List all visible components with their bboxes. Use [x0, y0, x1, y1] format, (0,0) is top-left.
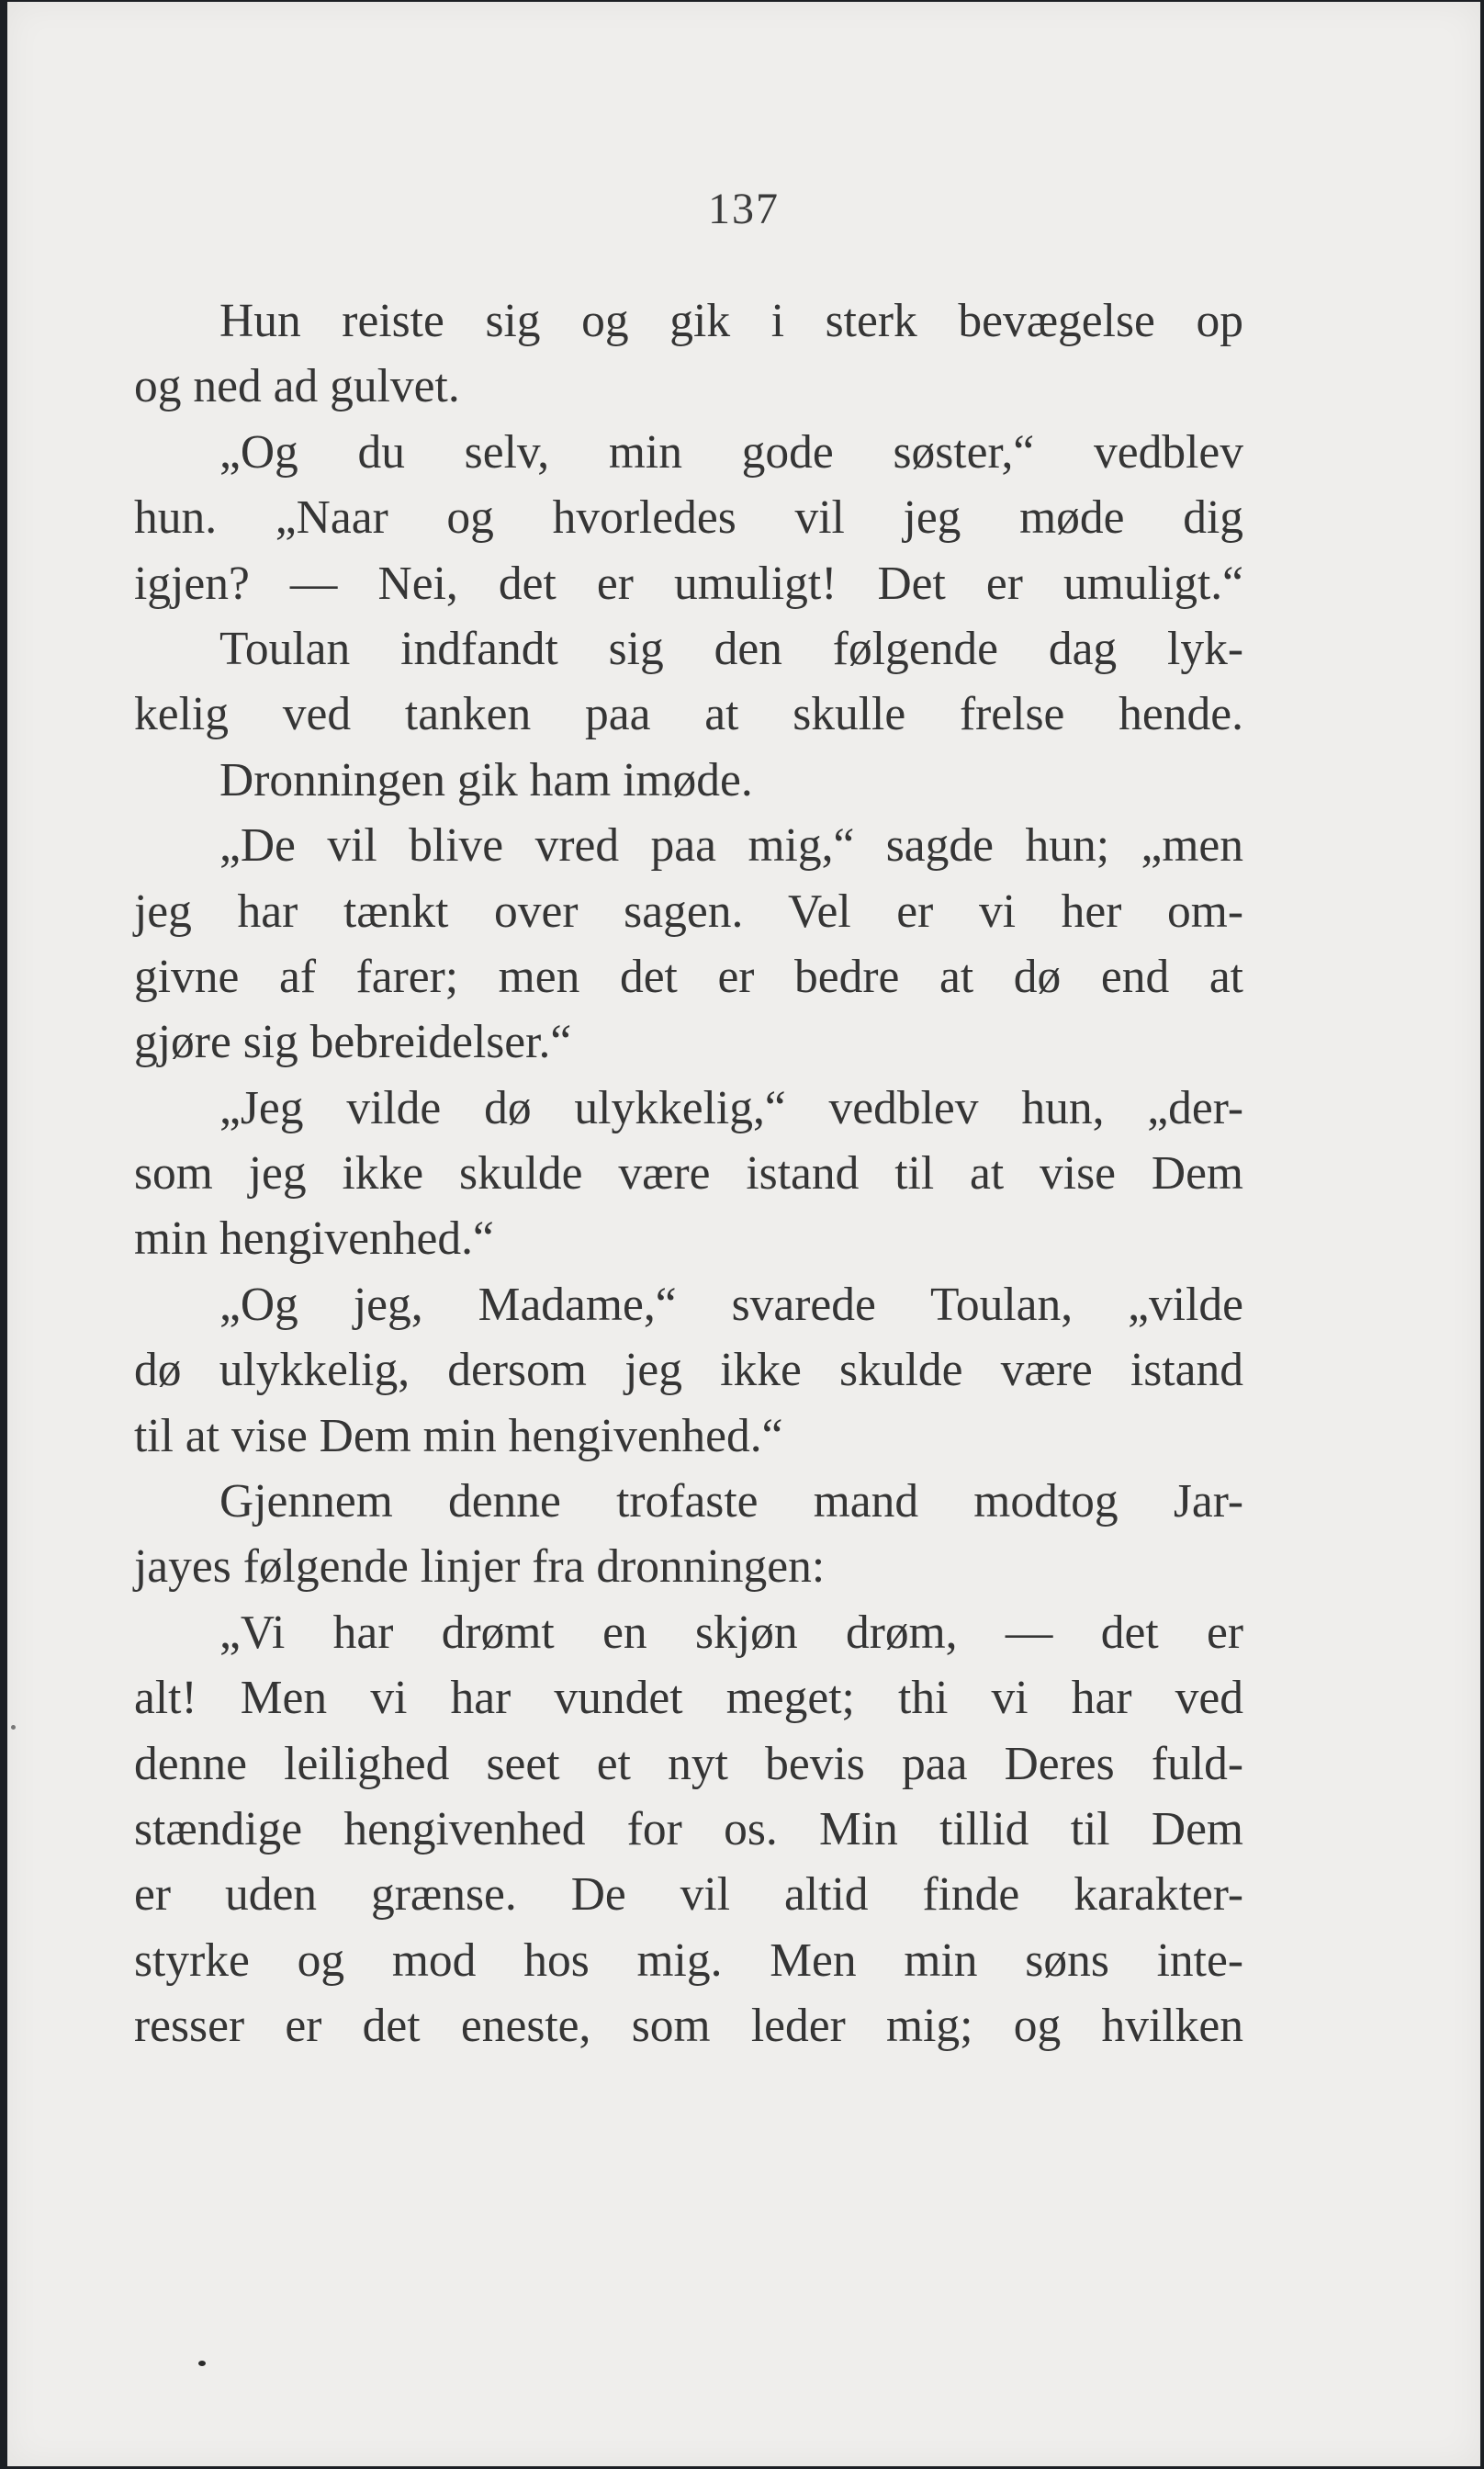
text-line: styrke og mod hos mig. Men min søns inte-	[134, 1933, 1243, 1987]
text-line: „De vil blive vred paa mig,“ sagde hun; „men	[219, 819, 1243, 873]
text-line: som jeg ikke skulde være istand til at vise Dem	[134, 1147, 1243, 1201]
text-line: jayes følgende linjer fra dronningen:	[134, 1540, 826, 1594]
text-line: „Og du selv, min gode søster,“ vedblev	[219, 425, 1243, 479]
text-line: igjen? — Nei, det er umuligt! Det er umuligt.“	[134, 557, 1243, 610]
body-text	[134, 288, 1243, 2059]
text-line: kelig ved tanken paa at skulle frelse hende.	[134, 688, 1243, 741]
book-page	[7, 2, 1480, 2466]
ink-speck	[198, 2361, 206, 2366]
text-line: „Og jeg, Madame,“ svarede Toulan, „vilde	[219, 1278, 1243, 1331]
text-line: Hun reiste sig og gik i sterk bevægelse op	[219, 295, 1243, 347]
text-line: Dronningen gik ham imøde.	[219, 753, 753, 806]
text-line: Gjennem denne trofaste mand modtog Jar-	[219, 1475, 1243, 1528]
page-number: 137	[708, 185, 780, 233]
text-line: denne leilighed seet et nyt bevis paa Deres fuld-	[134, 1737, 1243, 1790]
ink-speck	[11, 1725, 16, 1730]
text-line: gjøre sig bebreidelser.“	[134, 1016, 572, 1069]
text-line: er uden grænse. De vil altid finde karakter-	[134, 1868, 1243, 1922]
text-line: til at vise Dem min hengivenhed.“	[134, 1409, 783, 1462]
text-line: „Vi har drømt en skjøn drøm, — det er	[219, 1606, 1243, 1659]
text-line: „Jeg vilde dø ulykkelig,“ vedblev hun, „der-	[219, 1081, 1243, 1134]
text-line: alt! Men vi har vundet meget; thi vi har ved	[134, 1672, 1243, 1725]
text-line: min hengivenhed.“	[134, 1212, 494, 1266]
text-line: Toulan indfandt sig den følgende dag lyk-	[219, 622, 1243, 675]
text-line: jeg har tænkt over sagen. Vel er vi her om-	[134, 885, 1243, 938]
text-line: resser er det eneste, som leder mig; og hvilken	[134, 2000, 1243, 2053]
text-line: hun. „Naar og hvorledes vil jeg møde dig	[134, 491, 1243, 545]
text-line: givne af farer; men det er bedre at dø end at	[134, 950, 1243, 1003]
text-line: stændige hengivenhed for os. Min tillid til Dem	[134, 1802, 1243, 1855]
text-line: og ned ad gulvet.	[134, 360, 460, 413]
text-line: dø ulykkelig, dersom jeg ikke skulde være istand	[134, 1344, 1243, 1397]
